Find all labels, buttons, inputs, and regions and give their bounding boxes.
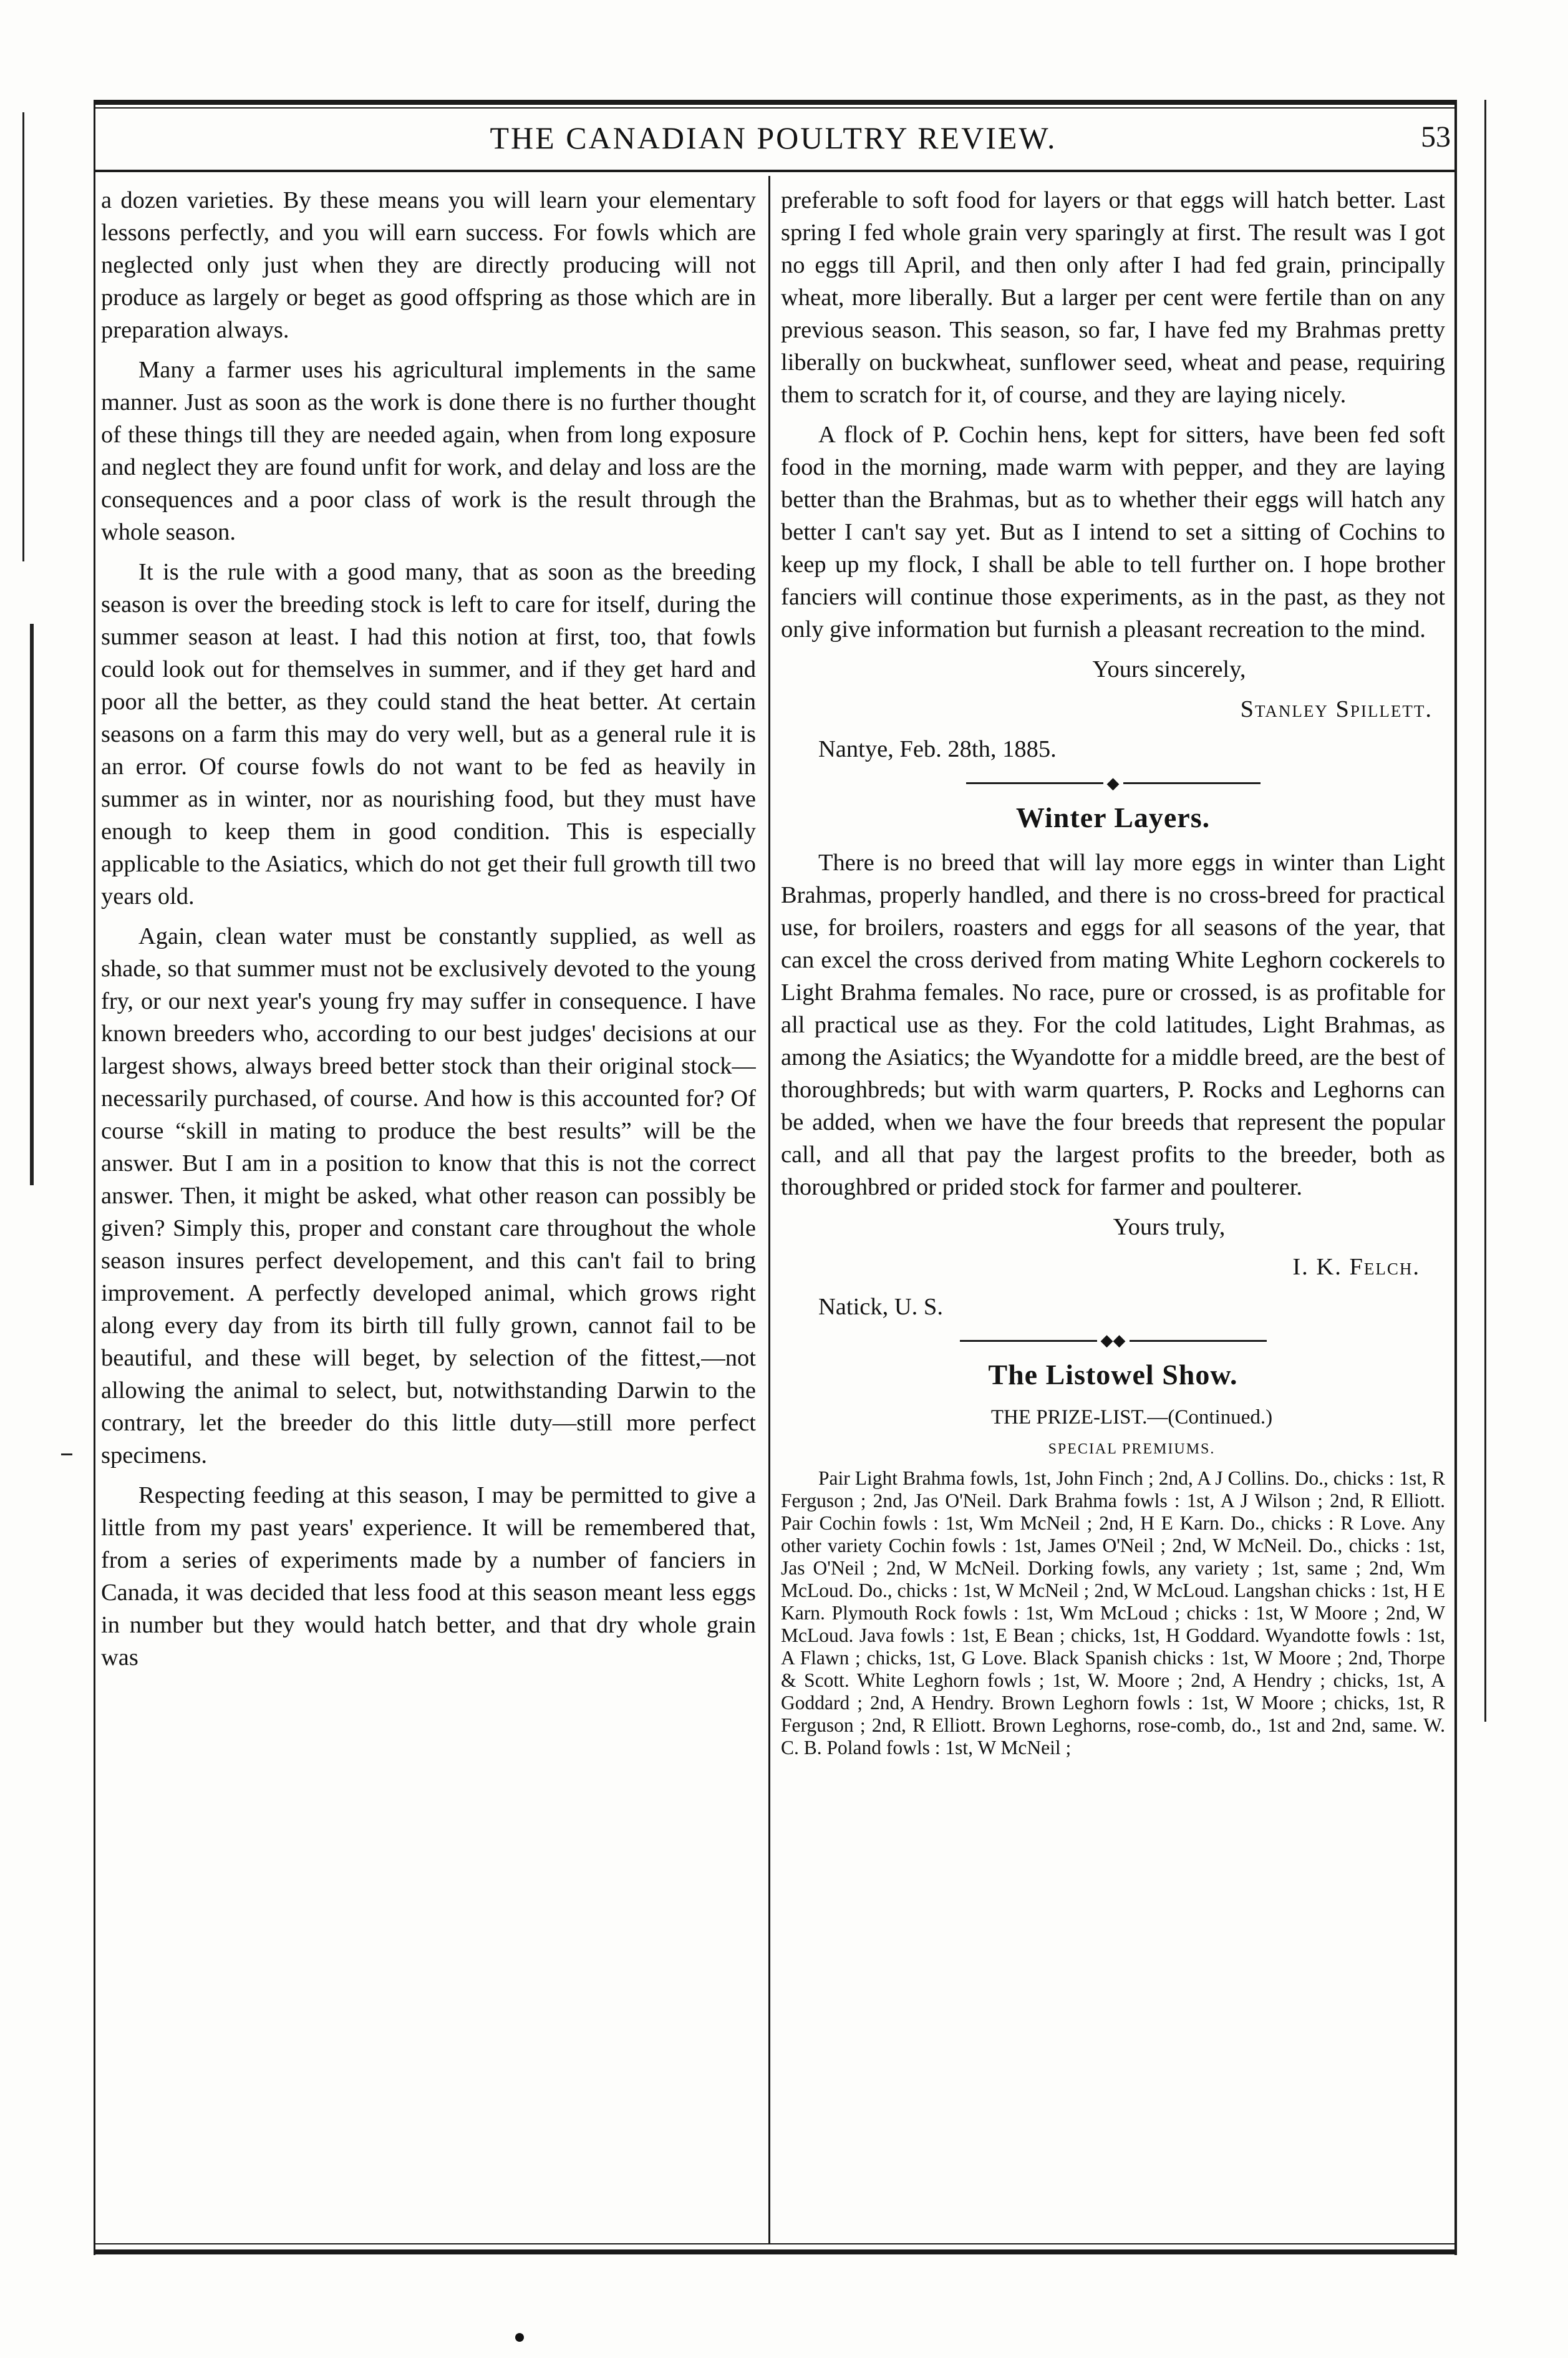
header-rule-top: [94, 100, 1457, 105]
footer-rule-thin: [94, 2243, 1457, 2244]
section-divider-2: ◆◆: [781, 1331, 1445, 1351]
right-border-rule: [1454, 100, 1457, 2255]
section-title-listowel-show: The Listowel Show.: [988, 1359, 1238, 1391]
place-date-nantye: Nantye, Feb. 28th, 1885.: [818, 736, 1057, 762]
header-rule-top-thin: [94, 107, 1457, 109]
prize-list-text: Pair Light Brahma fowls, 1st, John Finch ; 2nd, A J Collins. Do., chicks : 1st, R Ferguson ; 2nd, Jas O'Neil. Dark Brahma fowls : 1st, A J Wilson ; 2nd, R Elliott. Pair Cochin fowls : 1st, Wm McNeil ; 2nd, H E Karn. Do., chicks : R Love. Any other variety Cochin fowls : 1st, James O'Neil ; 2nd, W McNeil. Do., chicks : 1st, Jas O'Neil ; 2nd, W McNeil. Dorking fowls, any variety ; 1st, same ; 2nd, Wm McLoud. Do., chicks : 1st, W McNeil ; 2nd, W McLoud. Langshan chicks : 1st, H E Karn. Plymouth Rock fowls : 1st, Wm McLoud ; chicks : 1st, W Moore ; 2nd, W McLoud. Java fowls : 1st, E Bean ; chicks, 1st, H Goddard. Wyandotte fowls : 1st, A Flawn ; chicks, 1st, G Love. Black Spanish chicks : 1st, W Moore ; 2nd, Thorpe & Scott. White Leghorn fowls ; 1st, W. Moore ; 2nd, A Hendry ; chicks, 1st, A Goddard ; 2nd, A Hendry. Brown Leghorn fowls : 1st, W Moore ; chicks, 1st, R Ferguson ; 2nd, R Elliott. Brown Leghorns, rose-comb, do., 1st and 2nd, same. W. C. B. Poland fowls : 1st, W McNeil ;: [781, 1467, 1445, 1759]
right-column: [781, 184, 1445, 2236]
winter-layers-paragraph: There is no breed that will lay more eggs in winter than Light Brahmas, properly handled, and there is no cross-breed for practical use, for broilers, roasters and eggs for all seasons of the year, that can excel the cross derived from mating White Leghorn cockerels to Light Brahma females. No race, pure or crossed, is as profitable for all practical use as they. For the cold latitudes, Light Brahmas, as among the Asiatics; the Wyandotte for a middle breed, are the best of thoroughbreds; but with warm quarters, P. Rocks and Leghorns can be added, when we have the four breeds that represent the popular call, and all that pay the largest profits to the breeder, both as thoroughbred or prided stock for farmer and poulterer.: [781, 849, 1445, 1200]
right-margin-mark: [1484, 100, 1486, 1722]
right-paragraph-1: preferable to soft food for layers or that eggs will hatch better. Last spring I fed whole grain very sparingly at first. The result was I got no eggs till April, and then only after I had fed grain, principally wheat, more liberally. But a larger per cent were fertile than on any previous season. This season, so far, I have fed my Brahmas pretty liberally on buckwheat, sunflower seed, wheat and pease, requiring them to scratch for it, of course, and they are laying nicely.: [781, 187, 1445, 408]
left-margin-dash: [61, 1453, 72, 1455]
prize-list-subheading: SPECIAL PREMIUMS.: [1048, 1441, 1216, 1458]
closing-sincerely: Yours sincerely,: [1092, 656, 1246, 682]
column-divider-rule: [768, 176, 770, 2244]
journal-title: THE CANADIAN POULTRY REVIEW.: [490, 120, 1057, 155]
footer-rule: [94, 2249, 1457, 2254]
left-paragraph-3: It is the rule with a good many, that as soon as the breeding season is over the breeding stock is left to care for itself, during the summer season at least. I had this notion at first, too, that fowls could look out for themselves in summer, and if they get hard and poor all the better, as they could stand the heat better. At certain seasons on a farm this may do very well, but as a general rule it is an error. Of course fowls do not want to be fed as heavily in summer as in winter, nor as nourishing food, but they must have enough to keep them in good condition. This is especially applicable to the Asiatics, which do not get their full growth till two years old.: [101, 559, 756, 910]
left-margin-mark: [22, 112, 24, 561]
right-paragraph-2: A flock of P. Cochin hens, kept for sitters, have been fed soft food in the morning, made warm with pepper, and they are laying better than the Brahmas, but as to whether their eggs will hatch any better I can't say yet. But as I intend to set a sitting of Cochins to keep up my flock, I shall be able to tell further on. I hope brother fanciers will continue those experiments, as in the past, as they not only give information but furnish a pleasant recreation to the mind.: [781, 422, 1445, 643]
signature-spillett: Stanley Spillett.: [1240, 696, 1433, 722]
bottom-ink-dot: [515, 2333, 524, 2342]
left-paragraph-4: Again, clean water must be constantly supplied, as well as shade, so that summer must not be exclusively devoted to the young fry, or our next year's young fry may suffer in consequence. I have known breeders who, according to our best judges' decisions at our largest shows, always breed better stock than their original stock—necessarily purchased, of course. And how is this accounted for? Of course “skill in mating to produce the best results” will be the answer. But I am in a position to know that this is not the correct answer. Then, it might be asked, what other reason can possibly be given? Simply this, proper and constant care throughout the whole season insures perfect developement, and this can't fail to bring improvement. A perfectly developed animal, which grows right along every day from its birth till fully grown, cannot fail to be beautiful, and these will beget, by selection of the fittest,—not allowing the animal to select, but, notwithstanding Darwin to the contrary, let the breeder do this little duty—still more perfect specimens.: [101, 923, 756, 1468]
left-border-rule: [94, 100, 95, 2255]
left-paragraph-1: a dozen varieties. By these means you will learn your elementary lessons perfectly, and you will earn success. For fowls which are neglected only just when they are directly producing will not produce as largely or beget as good offspring as those which are in preparation always.: [101, 187, 756, 343]
header-rule-bottom: [94, 170, 1457, 172]
page-number: 53: [1421, 120, 1451, 153]
left-column: [101, 184, 756, 2236]
left-paragraph-2: Many a farmer uses his agricultural implements in the same manner. Just as soon as the work is done there is no further thought of these things till they are needed again, when from long exposure and neglect they are found unfit for work, and delay and loss are the consequences and a poor class of work is the result through the whole season.: [101, 357, 756, 545]
left-margin-mark-bold: [30, 624, 34, 1185]
left-paragraph-5: Respecting feeding at this season, I may be permitted to give a little from my past years' experience. It will be remembered that, from a series of experiments made by a number of fanciers in Canada, it was decided that less food at this season meant less eggs in number but they would hatch better, and that dry whole grain was: [101, 1482, 756, 1671]
section-title-winter-layers: Winter Layers.: [1015, 801, 1211, 833]
place-natick: Natick, U. S.: [818, 1293, 943, 1320]
section-divider: ◆: [781, 773, 1445, 793]
closing-truly: Yours truly,: [1113, 1213, 1226, 1240]
prize-list-heading: THE PRIZE-LIST.—(Continued.): [990, 1406, 1273, 1429]
page-header: [94, 111, 1453, 167]
signature-felch: I. K. Felch.: [1292, 1253, 1420, 1280]
